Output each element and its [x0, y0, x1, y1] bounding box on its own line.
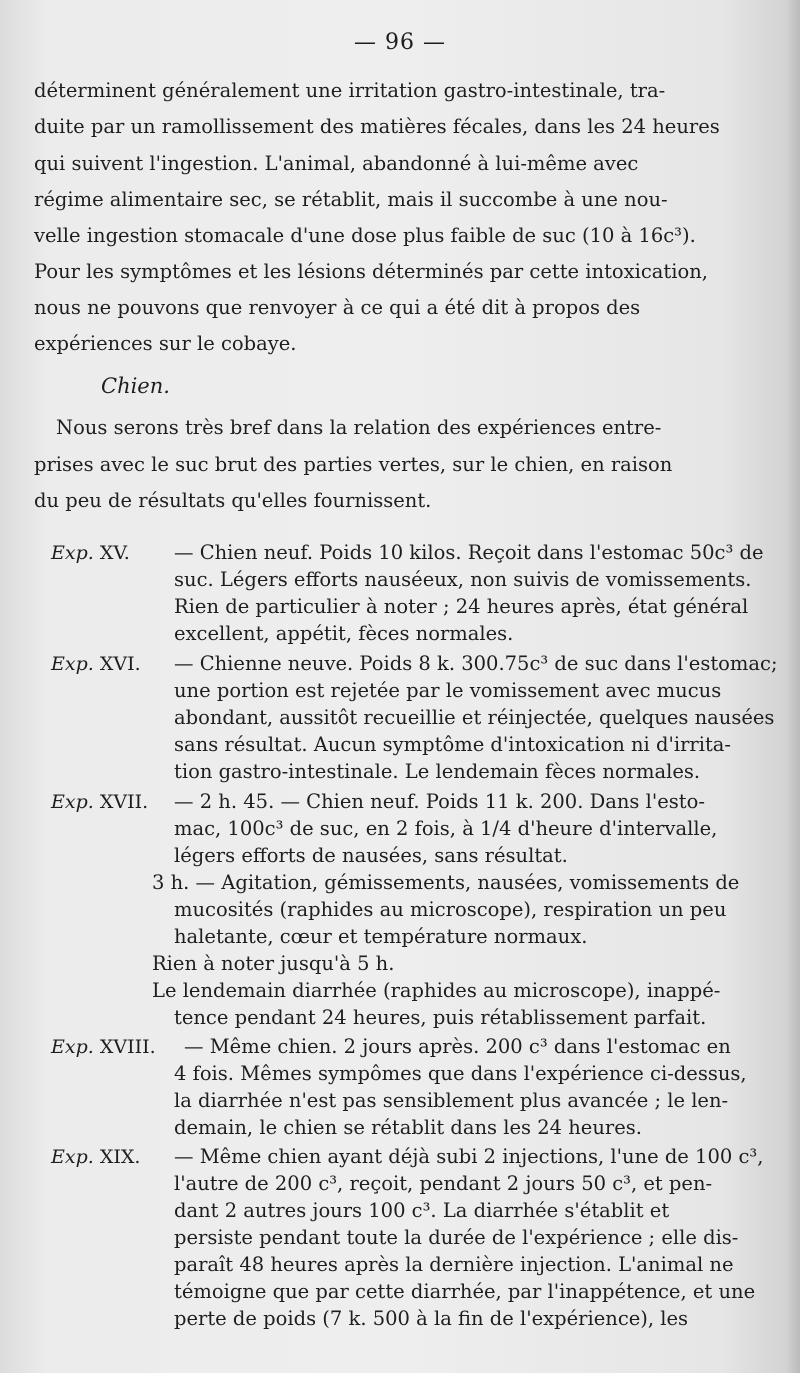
text-line: 3 h. — Agitation, gémissements, nausées, vomissements de: [152, 871, 740, 894]
text-line: nous ne pouvons que renvoyer à ce qui a été dit à propos des: [34, 296, 641, 319]
page-number: — 96 —: [354, 30, 446, 55]
section-heading: Chien.: [101, 374, 170, 398]
text-line: — Même chien. 2 jours après. 200 c³ dans l'estomac en: [184, 1035, 731, 1058]
text-line: Nous serons très bref dans la relation des expériences entre-: [56, 416, 662, 439]
text-line: Le lendemain diarrhée (raphides au microscope), inappé-: [152, 979, 721, 1002]
experiment-label: [51, 790, 148, 814]
experiment-label: [51, 1035, 156, 1059]
text-line: — 2 h. 45. — Chien neuf. Poids 11 k. 200. Dans l'esto-: [174, 790, 705, 813]
text-line: velle ingestion stomacale d'une dose plus faible de suc (10 à 16c³).: [34, 224, 696, 247]
experiment-numeral: XIX.: [99, 1146, 141, 1168]
text-line: — Chienne neuve. Poids 8 k. 300.75c³ de suc dans l'estomac;: [174, 652, 778, 675]
text-line: — Chien neuf. Poids 10 kilos. Reçoit dans l'estomac 50c³ de: [174, 541, 764, 564]
text-line: l'autre de 200 c³, reçoit, pendant 2 jours 50 c³, et pen-: [174, 1172, 713, 1195]
text-line: Pour les symptômes et les lésions déterminés par cette intoxication,: [34, 260, 708, 283]
text-line: expériences sur le cobaye.: [34, 332, 297, 355]
text-line: la diarrhée n'est pas sensiblement plus avancée ; le len-: [174, 1089, 729, 1112]
experiment-abbr: Exp.: [51, 1146, 94, 1168]
text-line: persiste pendant toute la durée de l'expérience ; elle dis-: [174, 1226, 739, 1249]
text-line: tion gastro-intestinale. Le lendemain fèces normales.: [174, 760, 701, 783]
experiment-abbr: Exp.: [51, 791, 94, 813]
text-line: témoigne que par cette diarrhée, par l'inappétence, et une: [174, 1280, 756, 1303]
text-line: Rien à noter jusqu'à 5 h.: [152, 952, 395, 975]
text-line: suc. Légers efforts nauséeux, non suivis de vomissements.: [174, 568, 752, 591]
text-line: prises avec le suc brut des parties vertes, sur le chien, en raison: [34, 453, 673, 476]
experiment-numeral: XVIII.: [99, 1036, 156, 1058]
experiment-numeral: XVII.: [99, 791, 149, 813]
page-edge-shadow: [786, 0, 800, 1373]
text-line: Rien de particulier à noter ; 24 heures après, état général: [174, 595, 749, 618]
experiment-numeral: XVI.: [99, 653, 141, 675]
text-line: qui suivent l'ingestion. L'animal, abandonné à lui-même avec: [34, 152, 639, 175]
text-line: 4 fois. Mêmes sympômes que dans l'expérience ci-dessus,: [174, 1062, 747, 1085]
experiment-label: [51, 541, 130, 565]
text-line: paraît 48 heures après la dernière injection. L'animal ne: [174, 1253, 734, 1276]
text-line: tence pendant 24 heures, puis rétablissement parfait.: [174, 1006, 707, 1029]
experiment-label: [51, 652, 141, 676]
experiment-abbr: Exp.: [51, 653, 94, 675]
text-line: légers efforts de nausées, sans résultat.: [174, 844, 568, 867]
text-line: du peu de résultats qu'elles fournissent.: [34, 489, 432, 512]
text-line: mucosités (raphides au microscope), respiration un peu: [174, 898, 727, 921]
text-line: sans résultat. Aucun symptôme d'intoxication ni d'irrita-: [174, 733, 732, 756]
text-line: excellent, appétit, fèces normales.: [174, 622, 514, 645]
experiment-abbr: Exp.: [51, 542, 94, 564]
experiment-abbr: Exp.: [51, 1036, 94, 1058]
text-line: demain, le chien se rétablit dans les 24 heures.: [174, 1116, 642, 1139]
text-line: dant 2 autres jours 100 c³. La diarrhée s'établit et: [174, 1199, 670, 1222]
text-line: duite par un ramollissement des matières fécales, dans les 24 heures: [34, 115, 720, 138]
text-line: déterminent généralement une irritation gastro-intestinale, tra-: [34, 79, 666, 102]
experiment-label: [51, 1145, 140, 1169]
text-line: perte de poids (7 k. 500 à la fin de l'expérience), les: [174, 1307, 689, 1330]
text-line: — Même chien ayant déjà subi 2 injections, l'une de 100 c³,: [174, 1145, 764, 1168]
text-line: une portion est rejetée par le vomissement avec mucus: [174, 679, 722, 702]
text-line: mac, 100c³ de suc, en 2 fois, à 1/4 d'heure d'intervalle,: [174, 817, 718, 840]
experiment-numeral: XV.: [99, 542, 130, 564]
text-line: abondant, aussitôt recueillie et réinjectée, quelques nausées: [174, 706, 775, 729]
text-line: régime alimentaire sec, se rétablit, mais il succombe à une nou-: [34, 188, 668, 211]
text-line: haletante, cœur et température normaux.: [174, 925, 588, 948]
